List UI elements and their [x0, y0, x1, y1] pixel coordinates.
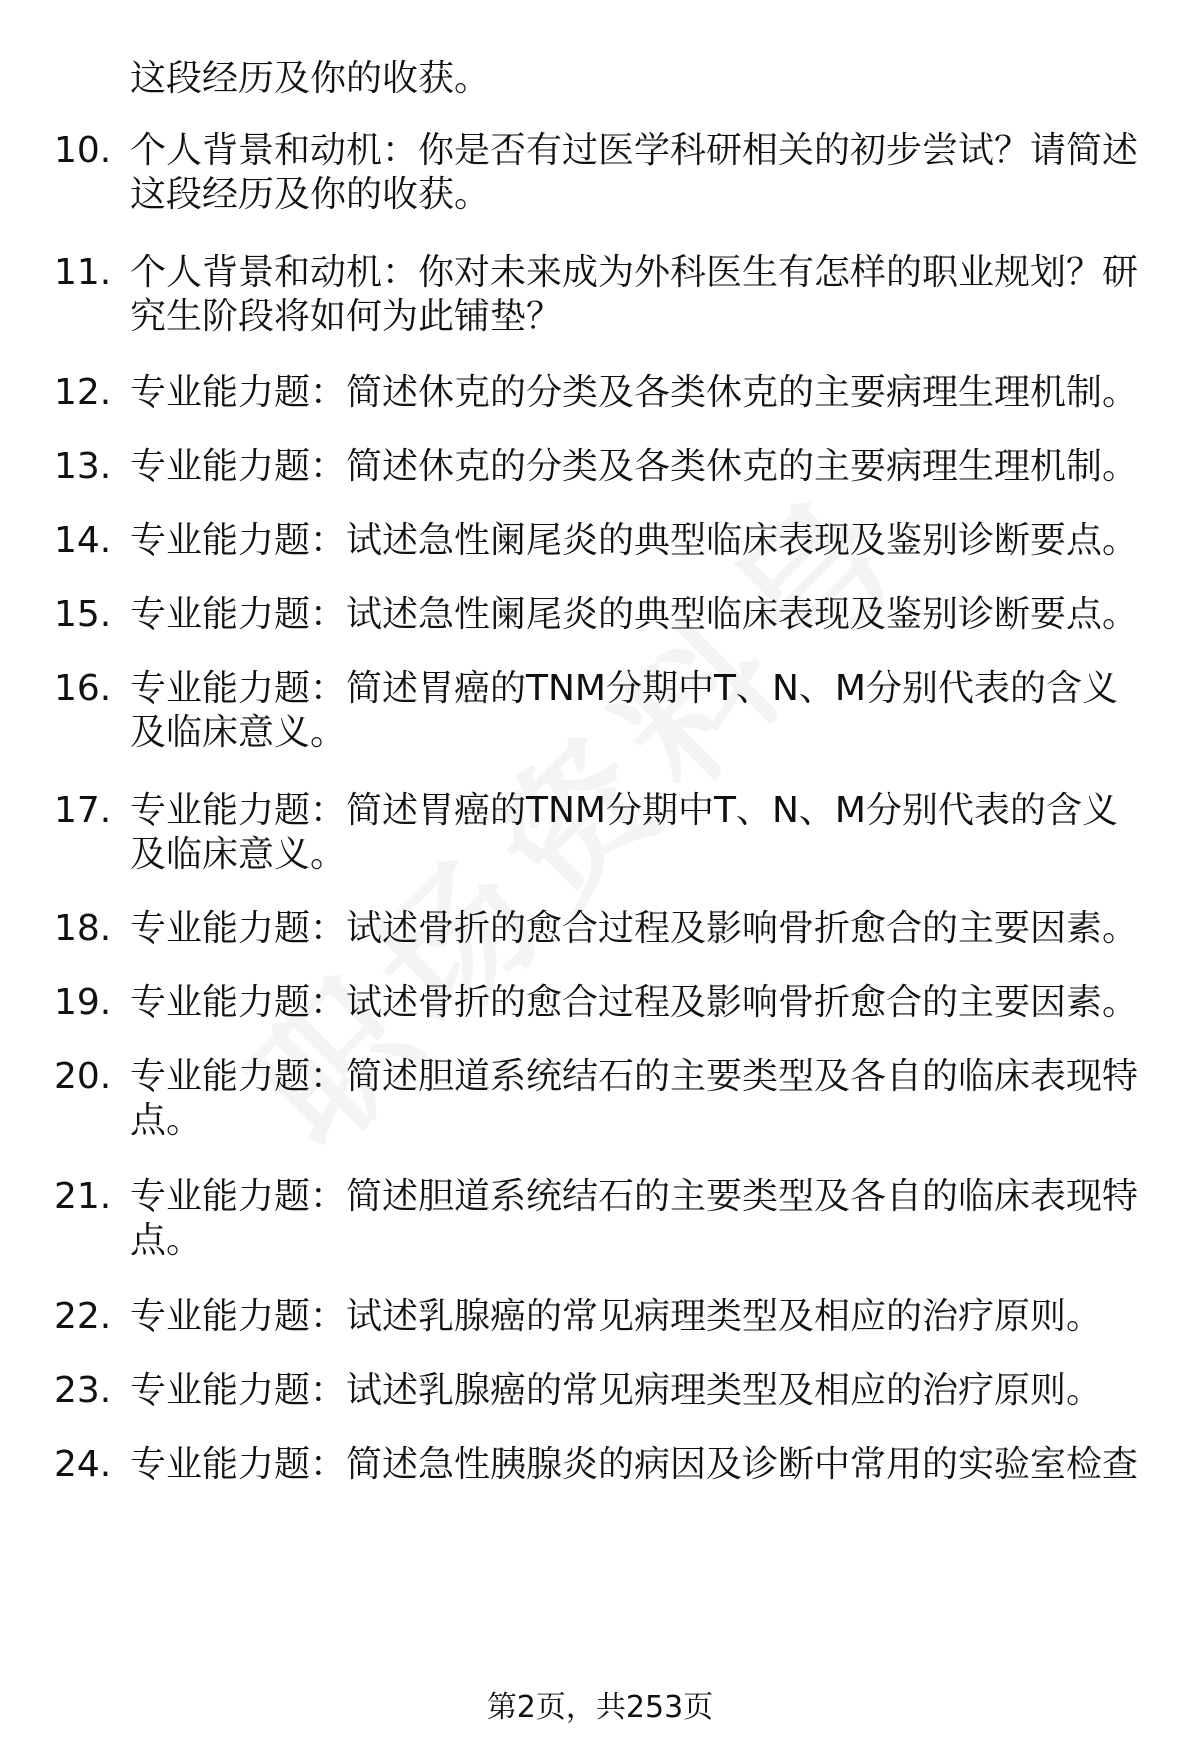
- item-text: 这段经历及你的收获。: [130, 174, 491, 215]
- item-number: 23.: [54, 1370, 112, 1411]
- item-text: 个人背景和动机：你是否有过医学科研相关的初步尝试？请简述: [130, 130, 1139, 171]
- item-text: 专业能力题：简述急性胰腺炎的病因及诊断中常用的实验室检查: [130, 1444, 1139, 1485]
- item-text: 个人背景和动机：你对未来成为外科医生有怎样的职业规划？研: [130, 252, 1139, 293]
- item-text: 专业能力题：简述胆道系统结石的主要类型及各自的临床表现特: [130, 1176, 1139, 1217]
- item-text: 专业能力题：试述急性阑尾炎的典型临床表现及鉴别诊断要点。: [130, 520, 1139, 561]
- item-number: 16.: [54, 668, 112, 709]
- item-text: 专业能力题：试述乳腺癌的常见病理类型及相应的治疗原则。: [130, 1296, 1103, 1337]
- item-number: 14.: [54, 520, 112, 561]
- continuation-text: 这段经历及你的收获。: [130, 58, 491, 99]
- item-text: 专业能力题：简述胆道系统结石的主要类型及各自的临床表现特: [130, 1056, 1139, 1097]
- item-text: 专业能力题：试述骨折的愈合过程及影响骨折愈合的主要因素。: [130, 982, 1139, 1023]
- item-number: 11.: [54, 252, 112, 293]
- item-number: 18.: [54, 908, 112, 949]
- item-number: 10.: [54, 130, 112, 171]
- item-text: 专业能力题：试述乳腺癌的常见病理类型及相应的治疗原则。: [130, 1370, 1103, 1411]
- item-text: 究生阶段将如何为此铺垫？: [130, 296, 563, 337]
- item-text: 专业能力题：简述休克的分类及各类休克的主要病理生理机制。: [130, 446, 1139, 487]
- item-number: 12.: [54, 372, 112, 413]
- item-number: 13.: [54, 446, 112, 487]
- item-number: 22.: [54, 1296, 112, 1337]
- page-footer: 第2页，共253页: [486, 1690, 714, 1725]
- item-text: 及临床意义。: [130, 834, 347, 875]
- item-text: 专业能力题：简述胃癌的TNM分期中T、N、M分别代表的含义: [130, 790, 1118, 831]
- item-text: 专业能力题：简述休克的分类及各类休克的主要病理生理机制。: [130, 372, 1139, 413]
- item-number: 21.: [54, 1176, 112, 1217]
- item-number: 20.: [54, 1056, 112, 1097]
- item-number: 19.: [54, 982, 112, 1023]
- item-text: 点。: [130, 1220, 203, 1261]
- item-text: 专业能力题：试述急性阑尾炎的典型临床表现及鉴别诊断要点。: [130, 594, 1139, 635]
- item-number: 15.: [54, 594, 112, 635]
- item-text: 专业能力题：简述胃癌的TNM分期中T、N、M分别代表的含义: [130, 668, 1118, 709]
- item-number: 24.: [54, 1444, 112, 1485]
- item-text: 专业能力题：试述骨折的愈合过程及影响骨折愈合的主要因素。: [130, 908, 1139, 949]
- item-number: 17.: [54, 790, 112, 831]
- item-text: 及临床意义。: [130, 712, 347, 753]
- item-text: 点。: [130, 1100, 203, 1141]
